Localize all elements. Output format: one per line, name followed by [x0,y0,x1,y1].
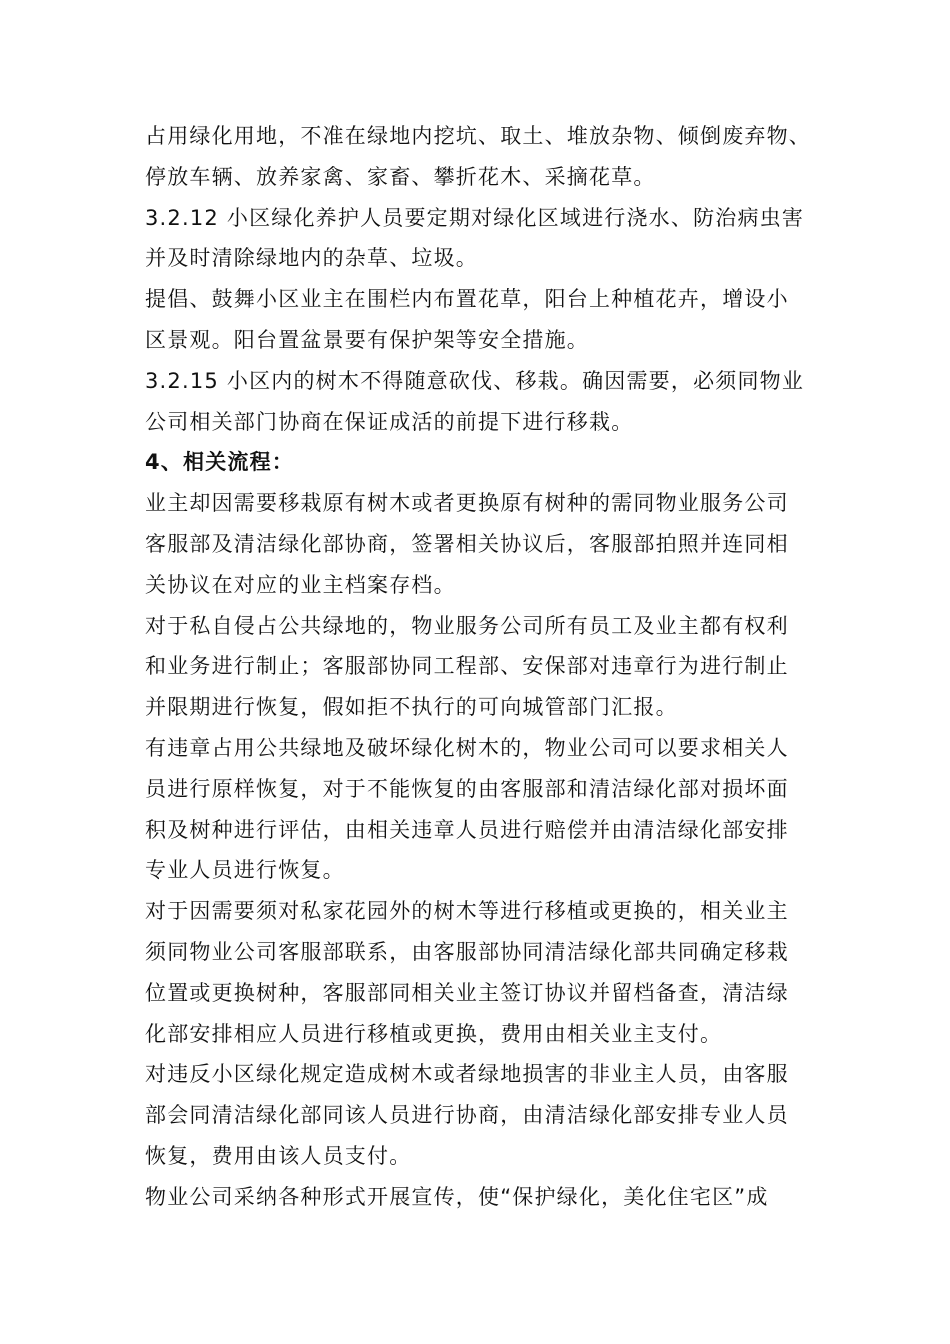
paragraph [145,279,810,361]
text-line: 停放车辆、放养家禽、家畜、攀折花木、采摘花草。 [145,164,656,189]
paragraph [145,361,810,443]
paragraph [145,728,810,891]
text-line: 占用绿化用地，不准在绿地内挖坑、取土、堆放杂物、倾倒废弃物、 [145,124,811,148]
text-line: 部会同清洁绿化部同该人员进行协商，由清洁绿化部安排专业人员 [145,1103,789,1128]
document-body [145,116,810,1218]
text-line: 客服部及清洁绿化部协商，签署相关协议后，客服部拍照并连同相 [145,531,789,556]
text-line: 对于私自侵占公共绿地的，物业服务公司所有员工及业主都有权利 [145,613,789,638]
text-line: 业主却因需要移栽原有树木或者更换原有树种的需同物业服务公司 [145,491,789,516]
paragraph [145,116,810,198]
text-line: 化部安排相应人员进行移植或更换，费用由相关业主支付。 [145,1021,723,1046]
text-line: 专业人员进行恢复。 [145,858,345,883]
paragraph [145,198,810,280]
text-line: 并限期进行恢复，假如拒不执行的可向城管部门汇报。 [145,695,678,720]
text-line: 公司相关部门协商在保证成活的前提下进行移栽。 [145,409,634,434]
paragraph [145,483,810,605]
text-line: 积及树种进行评估，由相关违章人员进行赔偿并由清洁绿化部安排 [145,817,789,842]
text-line: 恢复，费用由该人员支付。 [145,1143,412,1168]
text-line: 位置或更换树种，客服部同相关业主签订协议并留档备查，清洁绿 [145,980,789,1005]
text-line: 物业公司采纳各种形式开展宣传，使“保护绿化，美化住宅区”成 [145,1184,769,1209]
paragraph [145,891,810,1054]
paragraph [145,1177,810,1218]
text-line: 关协议在对应的业主档案存档。 [145,572,456,597]
text-line: 3.2.15 小区内的树木不得随意砍伐、移栽。确因需要，必须同物业 [145,368,805,393]
text-line: 3.2.12 小区绿化养护人员要定期对绿化区域进行浇水、防治病虫害 [145,205,805,230]
text-line: 员进行原样恢复，对于不能恢复的由客服部和清洁绿化部对损坏面 [145,776,789,801]
text-line: 对违反小区绿化规定造成树木或者绿地损害的非业主人员，由客服 [145,1062,789,1087]
paragraph [145,606,810,728]
section-heading [145,442,810,483]
text-line: 须同物业公司客服部联系，由客服部协同清洁绿化部共同确定移栽 [145,939,789,964]
text-line: 有违章占用公共绿地及破坏绿化树木的，物业公司可以要求相关人 [145,735,789,760]
text-line: 并及时清除绿地内的杂草、垃圾。 [145,246,478,271]
text-line: 区景观。阳台置盆景要有保护架等安全措施。 [145,327,589,352]
text-line: 对于因需要须对私家花园外的树木等进行移植或更换的，相关业主 [145,899,789,924]
text-line: 4、相关流程： [145,450,295,475]
text-line: 和业务进行制止；客服部协同工程部、安保部对违章行为进行制止 [145,654,789,679]
text-line: 提倡、鼓舞小区业主在围栏内布置花草，阳台上种植花卉，增设小 [145,287,789,312]
paragraph [145,1054,810,1176]
